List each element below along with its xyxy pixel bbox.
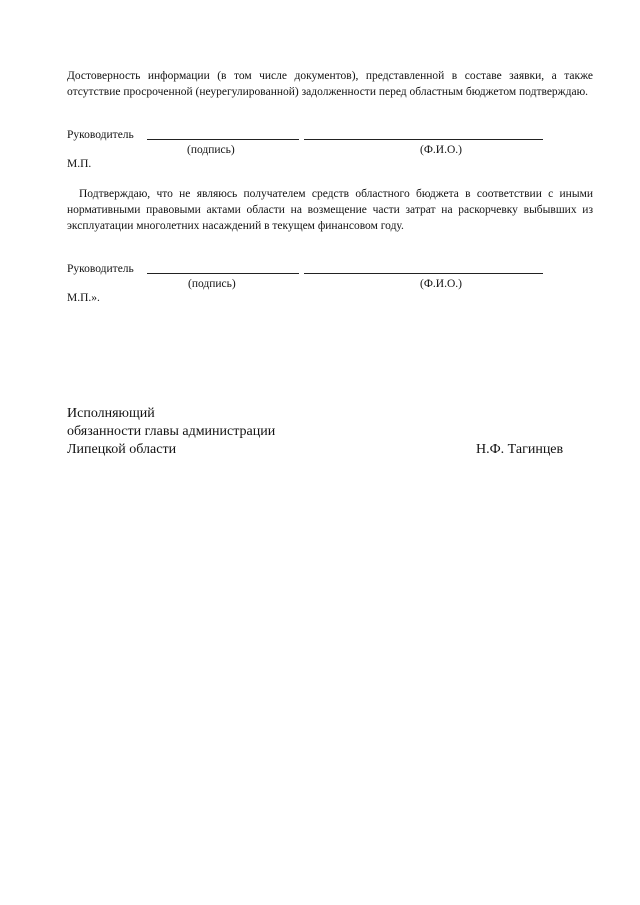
signer-label: Руководитель <box>67 129 134 141</box>
signature-caption: (подпись) <box>188 278 236 290</box>
signature-line <box>147 273 299 274</box>
confirmation-paragraph: Достоверность информации (в том числе документов), представленной в составе заявки, а также отсутствие просроченной (неурегулированной) задолженности перед областным бюджетом подтверждаю. <box>67 70 593 98</box>
stamp-mark: М.П. <box>67 158 92 170</box>
non-recipient-paragraph: Подтверждаю, что не являюсь получателем средств областного бюджета в соответствии с иными нормативными правовыми актами области на возмещение части затрат на раскорчевку выбывших из эксплуатации многолетних насаждений в текущем финансовом году. <box>67 188 593 232</box>
official-position-line3: Липецкой области <box>67 442 177 457</box>
stamp-mark: М.П.». <box>67 292 100 304</box>
name-caption: (Ф.И.О.) <box>420 144 462 156</box>
signer-label: Руководитель <box>67 263 134 275</box>
official-name: Н.Ф. Тагинцев <box>476 442 564 457</box>
official-position-line1: Исполняющий <box>67 406 155 421</box>
signature-line <box>147 139 299 140</box>
name-line <box>304 139 543 140</box>
name-line <box>304 273 543 274</box>
signature-caption: (подпись) <box>187 144 235 156</box>
name-caption: (Ф.И.О.) <box>420 278 462 290</box>
official-position-line2: обязанности главы администрации <box>67 424 276 439</box>
